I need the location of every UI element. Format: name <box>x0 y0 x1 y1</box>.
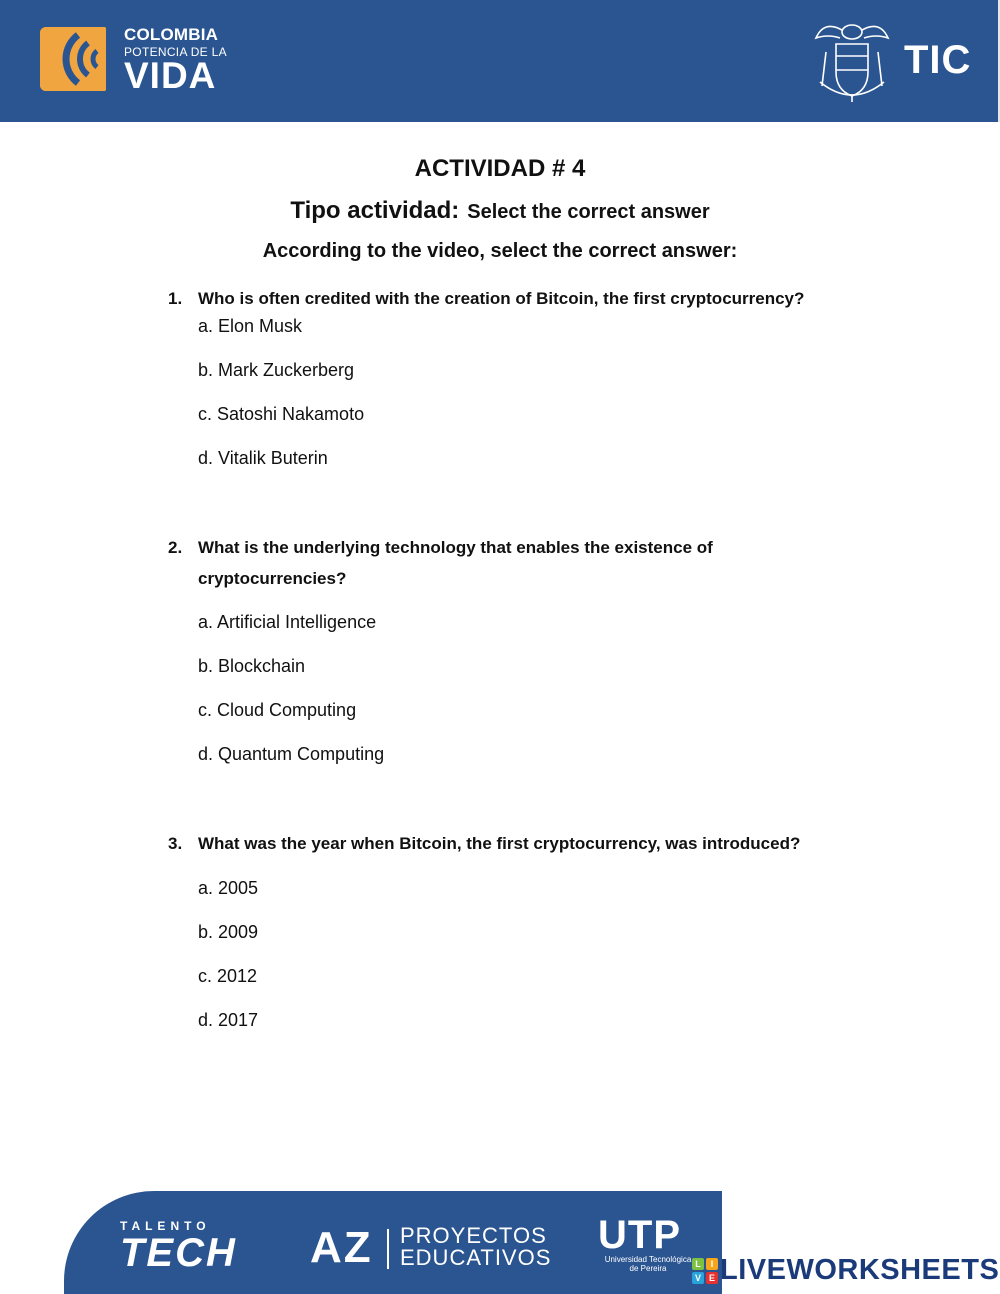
question-1 <box>168 283 888 489</box>
question-number: 3. <box>168 834 183 853</box>
talento-tech-logo <box>120 1219 237 1273</box>
utp-university-city: de Pereira <box>629 1264 667 1273</box>
question-text: What was the year when Bitcoin, the first cryptocurrency, was introduced? <box>198 834 801 853</box>
tic-label: TIC <box>904 38 972 82</box>
lw-letter-i: I <box>706 1258 718 1270</box>
lw-letter-l: L <box>692 1258 704 1270</box>
question-text-line-1: What is the underlying technology that enables the existence of <box>198 538 713 557</box>
answer-option[interactable]: d. Vitalik Buterin <box>198 448 328 468</box>
proyectos-educativos-logo <box>400 1225 551 1269</box>
question-3 <box>168 828 888 1051</box>
colombia-logo-mark <box>40 27 106 91</box>
utp-university-name: Universidad Tecnológica <box>604 1255 692 1264</box>
logo-line-vida: VIDA <box>124 55 217 96</box>
question-2-header <box>168 532 888 594</box>
lw-letter-v: V <box>692 1272 704 1284</box>
answer-option[interactable]: a. 2005 <box>198 878 259 898</box>
answer-option[interactable]: c. 2012 <box>198 966 258 986</box>
answer-option[interactable]: c. Cloud Computing <box>198 700 357 720</box>
logo-line-colombia: COLOMBIA <box>124 25 219 44</box>
educativos-label: EDUCATIVOS <box>400 1245 552 1270</box>
activity-type <box>0 188 1000 235</box>
activity-type-value: Select the correct answer <box>467 201 710 223</box>
question-1-options <box>198 313 888 489</box>
logo-line-potencia: POTENCIA DE LA <box>124 45 227 59</box>
question-3-header <box>168 828 888 859</box>
az-logo: AZ <box>310 1223 373 1272</box>
utp-label: UTP <box>598 1213 681 1257</box>
question-3-options <box>198 875 888 1051</box>
liveworksheets-icon <box>692 1258 718 1284</box>
footer-banner <box>64 1191 722 1294</box>
liveworksheets-logo[interactable]: LIVEWORKSHEETS <box>720 1254 1000 1286</box>
question-number: 2. <box>168 538 183 557</box>
question-text: Who is often credited with the creation of Bitcoin, the first cryptocurrency? <box>198 289 805 308</box>
tic-logo <box>812 16 972 104</box>
question-number: 1. <box>168 289 183 308</box>
colombia-logo <box>40 25 240 95</box>
question-1-header <box>168 283 888 314</box>
answer-option[interactable]: b. Blockchain <box>198 656 306 676</box>
question-2-options <box>198 609 888 785</box>
answer-option[interactable]: a. Elon Musk <box>198 316 303 336</box>
colombia-logo-text <box>124 25 227 96</box>
answer-option[interactable]: c. Satoshi Nakamoto <box>198 404 365 424</box>
utp-logo <box>598 1215 698 1273</box>
answer-option[interactable]: a. Artificial Intelligence <box>198 612 377 632</box>
answer-option[interactable]: b. Mark Zuckerberg <box>198 360 355 380</box>
activity-title: ACTIVIDAD # 4 <box>414 155 586 182</box>
answer-option[interactable]: d. Quantum Computing <box>198 744 385 764</box>
answer-option[interactable]: b. 2009 <box>198 922 259 942</box>
answer-option[interactable]: d. 2017 <box>198 1010 259 1030</box>
tech-label: TECH <box>120 1231 237 1275</box>
question-2 <box>168 532 888 785</box>
footer-divider <box>387 1229 389 1269</box>
activity-titles <box>0 150 1000 267</box>
signal-waves-icon <box>40 27 106 91</box>
lw-letter-e: E <box>706 1272 718 1284</box>
talento-label: TALENTO <box>120 1219 211 1233</box>
header-banner <box>0 0 1000 122</box>
proyectos-label: PROYECTOS <box>400 1223 547 1248</box>
question-text-line-2: cryptocurrencies? <box>198 569 347 588</box>
activity-type-label: Tipo actividad: <box>290 197 460 224</box>
activity-instruction: According to the video, select the correct answer: <box>262 240 738 262</box>
coat-of-arms-icon <box>812 16 892 104</box>
